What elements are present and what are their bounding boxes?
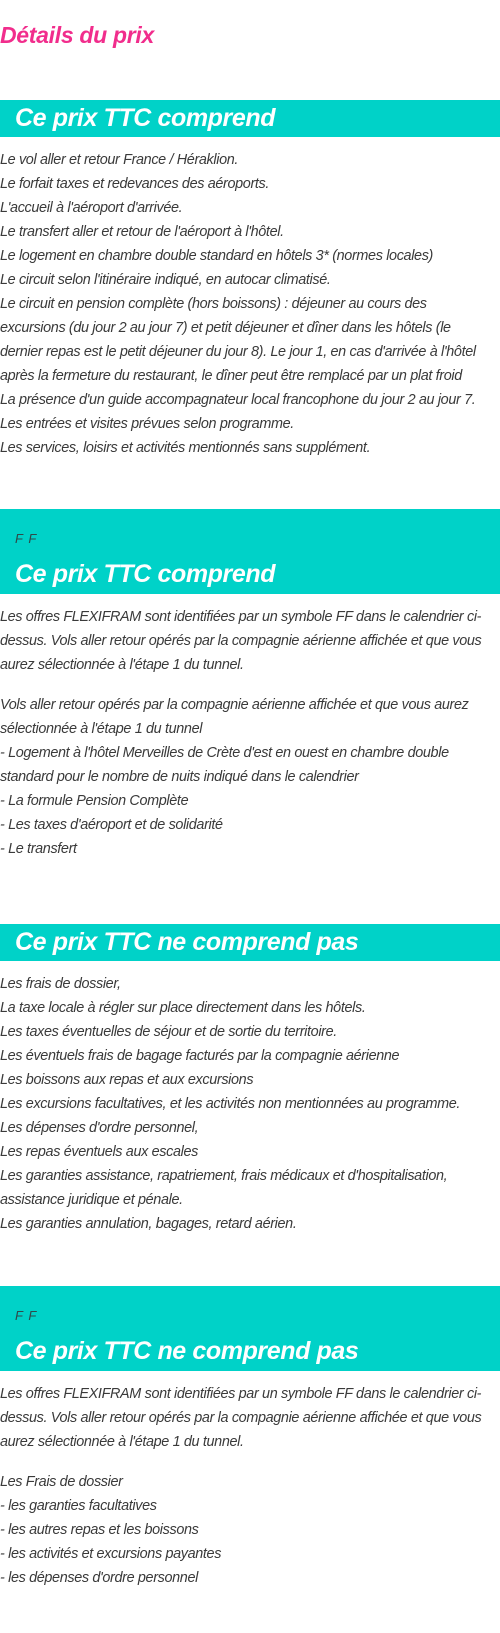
list-item: sélectionnée à l'étape 1 du tunnel [0, 721, 203, 737]
list-item: L'accueil à l'aéroport d'arrivée. [0, 200, 183, 216]
not-included-banner [0, 924, 500, 961]
ff-not-included-banner [0, 1286, 500, 1371]
list-item: Les excursions facultatives, et les activités non mentionnées au programme. [0, 1096, 461, 1112]
list-item: - La formule Pension Complète [0, 793, 189, 809]
ff-included-intro [0, 605, 500, 677]
list-item: aurez sélectionnée à l'étape 1 du tunnel. [0, 1434, 244, 1450]
ff-not-included-list [0, 1470, 500, 1590]
ff-included-title: Ce prix TTC comprend [15, 560, 276, 588]
list-item: - les garanties facultatives [0, 1498, 157, 1514]
ff-tag: F F [15, 1308, 38, 1323]
list-item: dessus. Vols aller retour opérés par la compagnie aérienne affichée et que vous [0, 633, 482, 649]
included-title: Ce prix TTC comprend [15, 104, 276, 132]
list-item: - les activités et excursions payantes [0, 1546, 222, 1562]
list-item: Le transfert aller et retour de l'aéroport à l'hôtel. [0, 224, 284, 240]
list-item: - Les taxes d'aéroport et de solidarité [0, 817, 223, 833]
ff-not-included-title: Ce prix TTC ne comprend pas [15, 1337, 359, 1365]
not-included-title: Ce prix TTC ne comprend pas [15, 928, 359, 956]
list-item: Le circuit en pension complète (hors boissons) : déjeuner au cours des [0, 296, 427, 312]
included-list [0, 148, 500, 460]
list-item: - les autres repas et les boissons [0, 1522, 199, 1538]
list-item: excursions (du jour 2 au jour 7) et petit déjeuner et dîner dans les hôtels (le [0, 320, 451, 336]
list-item: Les boissons aux repas et aux excursions [0, 1072, 254, 1088]
list-item: Les entrées et visites prévues selon programme. [0, 416, 294, 432]
list-item: - Le transfert [0, 841, 77, 857]
list-item: La présence d'un guide accompagnateur local francophone du jour 2 au jour 7. [0, 392, 476, 408]
list-item: dessus. Vols aller retour opérés par la compagnie aérienne affichée et que vous [0, 1410, 482, 1426]
list-item: Vols aller retour opérés par la compagnie aérienne affichée et que vous aurez [0, 697, 469, 713]
list-item: Les Frais de dossier [0, 1474, 123, 1490]
list-item: Le circuit selon l'itinéraire indiqué, en autocar climatisé. [0, 272, 331, 288]
ff-tag: F F [15, 531, 38, 546]
list-item: assistance juridique et pénale. [0, 1192, 183, 1208]
ff-included-banner [0, 509, 500, 594]
list-item: dernier repas est le petit déjeuner du jour 8). Le jour 1, en cas d'arrivée à l'hôtel [0, 344, 476, 360]
list-item: - les dépenses d'ordre personnel [0, 1570, 198, 1586]
list-item: Les taxes éventuelles de séjour et de sortie du territoire. [0, 1024, 337, 1040]
list-item: La taxe locale à régler sur place directement dans les hôtels. [0, 1000, 366, 1016]
ff-included-section [0, 509, 500, 861]
list-item: après la fermeture du restaurant, le dîner peut être remplacé par un plat froid [0, 368, 462, 384]
ff-not-included-intro [0, 1382, 500, 1454]
list-item: Les services, loisirs et activités mentionnés sans supplément. [0, 440, 371, 456]
list-item: Les éventuels frais de bagage facturés par la compagnie aérienne [0, 1048, 400, 1064]
list-item: Les repas éventuels aux escales [0, 1144, 198, 1160]
page-title: Détails du prix [0, 22, 154, 48]
list-item: Les offres FLEXIFRAM sont identifiées par un symbole FF dans le calendrier ci- [0, 609, 482, 625]
list-item: Les offres FLEXIFRAM sont identifiées par un symbole FF dans le calendrier ci- [0, 1386, 482, 1402]
list-item: Le forfait taxes et redevances des aéroports. [0, 176, 270, 192]
list-item: - Logement à l'hôtel Merveilles de Crète d'est en ouest en chambre double [0, 745, 449, 761]
list-item: Les frais de dossier, [0, 976, 121, 992]
list-item: aurez sélectionnée à l'étape 1 du tunnel. [0, 657, 244, 673]
list-item: Les dépenses d'ordre personnel, [0, 1120, 199, 1136]
ff-not-included-section [0, 1286, 500, 1590]
list-item: Le logement en chambre double standard en hôtels 3* (normes locales) [0, 248, 433, 264]
not-included-section [0, 924, 500, 1236]
not-included-list [0, 972, 500, 1236]
included-banner [0, 100, 500, 137]
list-item: Le vol aller et retour France / Héraklion. [0, 152, 239, 168]
list-item: Les garanties assistance, rapatriement, frais médicaux et d'hospitalisation, [0, 1168, 448, 1184]
list-item: standard pour le nombre de nuits indiqué dans le calendrier [0, 769, 359, 785]
list-item: Les garanties annulation, bagages, retard aérien. [0, 1216, 297, 1232]
included-section [0, 100, 500, 460]
ff-included-list [0, 693, 500, 861]
